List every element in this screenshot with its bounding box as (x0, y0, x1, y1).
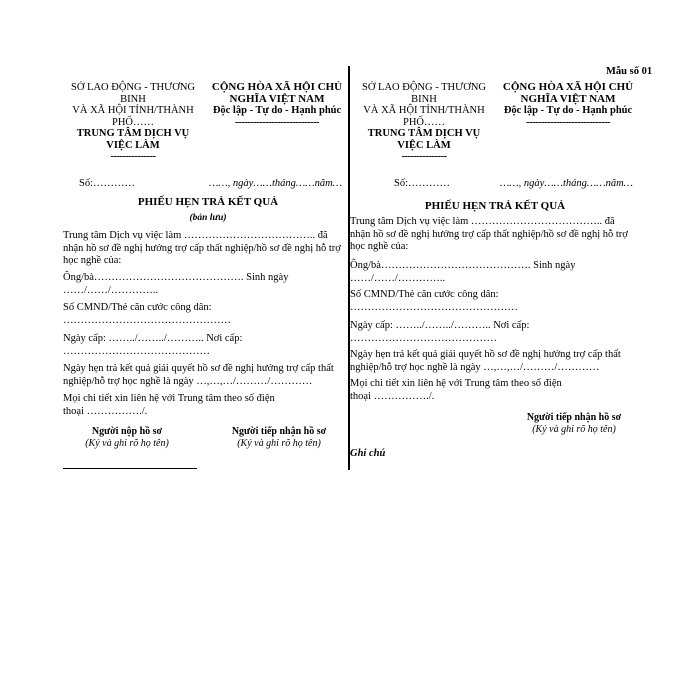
right-sig-title: Người tiếp nhận hồ sơ (526, 412, 622, 423)
right-header (350, 82, 640, 166)
left-header (63, 82, 343, 166)
right-title: PHIẾU HẸN TRẢ KẾT QUẢ (424, 200, 566, 212)
right-p4: Ngày cấp: ……../……../……….. Nơi cấp: …………………………………… (350, 320, 530, 344)
left-p1: Trung tâm Dịch vụ việc làm ……………………………….. đã nhận hồ sơ đề nghị hưởng trợ cấp thất nghiệp/hồ sơ đề nghị hỗ trợ học nghề của: (63, 230, 341, 266)
left-p3: Số CMND/Thẻ căn cước công dân: ………………………………………… (63, 302, 231, 326)
right-motto-dash: ---------------------------- (526, 116, 610, 128)
right-sig-note: (Ký và ghi rõ họ tên) (532, 424, 616, 435)
left-date: ……, ngày……tháng……năm… (209, 178, 343, 189)
left-agency-line1: SỞ LAO ĐỘNG - THƯƠNG BINH (70, 82, 196, 105)
right-number: Số:………… (394, 178, 451, 189)
left-country-name: CỘNG HÒA XÃ HỘI CHỦ NGHĨA VIỆT NAM (211, 81, 343, 105)
right-copy (350, 81, 640, 459)
right-motto: Độc lập - Tự do - Hạnh phúc (503, 105, 633, 116)
right-agency-line2: VÀ XÃ HỘI TỈNH/THÀNH PHỐ…… (363, 105, 485, 128)
left-copy (63, 81, 343, 449)
left-sig2-title: Người tiếp nhận hồ sơ (231, 426, 327, 437)
left-title: PHIẾU HẸN TRẢ KẾT QUẢ (137, 196, 279, 208)
left-signature-receiver (219, 426, 339, 450)
form-code: Mẫu số 01 (606, 66, 653, 77)
left-p4: Ngày cấp: ……../……../……….. Nơi cấp: …………………………………… (63, 333, 243, 357)
left-motto: Độc lập - Tự do - Hạnh phúc (212, 105, 342, 116)
left-signature-submitter (67, 426, 187, 450)
right-p5: Ngày hẹn trả kết quả giải quyết hồ sơ đề nghị hưởng trợ cấp thất nghiệp/hỗ trợ học nghề là ngày …,…,…/………/………… (350, 349, 621, 373)
right-agency-line1: SỞ LAO ĐỘNG - THƯƠNG BINH (361, 82, 487, 105)
left-country (209, 82, 345, 128)
right-p1: Trung tâm Dịch vụ việc làm ……………………………….. đã nhận hồ sơ đề nghị hưởng trợ cấp thất nghiệp/hồ sơ đề nghị hỗ trợ học nghề của: (350, 216, 628, 252)
right-p6: Mọi chi tiết xin liên hệ với Trung tâm theo số điện thoại ……………./. (350, 378, 562, 402)
left-motto-dash: ---------------------------- (235, 116, 319, 128)
right-signature-receiver (514, 412, 634, 436)
right-agency-dash: --------------- (401, 151, 447, 162)
left-number: Số:………… (79, 178, 136, 189)
left-agency-line2: VÀ XÃ HỘI TỈNH/THÀNH PHỐ…… (72, 105, 194, 128)
right-date: ……, ngày……tháng……năm… (500, 178, 634, 189)
left-p6: Mọi chi tiết xin liên hệ với Trung tâm theo số điện thoại ……………./. (63, 393, 275, 417)
left-subtitle: (bản lưu) (189, 213, 227, 223)
left-sig1-note: (Ký và ghi rõ họ tên) (85, 438, 169, 449)
left-sig1-title: Người nộp hồ sơ (91, 426, 163, 437)
left-p5: Ngày hẹn trả kết quả giải quyết hồ sơ đề nghị hưởng trợ cấp thất nghiệp/hỗ trợ học nghề là ngày …,…,…/………/………… (63, 363, 334, 387)
right-note: Ghi chú (350, 448, 386, 459)
right-p3: Số CMND/Thẻ căn cước công dân: ………………………………………… (350, 289, 518, 313)
left-agency-dash: --------------- (110, 151, 156, 162)
right-agency (354, 82, 494, 163)
left-signature-line (63, 468, 197, 469)
right-country (500, 82, 636, 128)
left-agency-center: TRUNG TÂM DỊCH VỤ VIỆC LÀM (76, 128, 190, 151)
right-country-name: CỘNG HÒA XÃ HỘI CHỦ NGHĨA VIỆT NAM (502, 81, 634, 105)
right-p2: Ông/bà……………………………………. Sinh ngày ……/……/………….. (350, 260, 576, 284)
left-sig2-note: (Ký và ghi rõ họ tên) (237, 438, 321, 449)
left-agency (63, 82, 203, 163)
right-agency-center: TRUNG TÂM DỊCH VỤ VIỆC LÀM (367, 128, 481, 151)
left-p2: Ông/bà……………………………………. Sinh ngày ……/……/………….. (63, 272, 289, 296)
